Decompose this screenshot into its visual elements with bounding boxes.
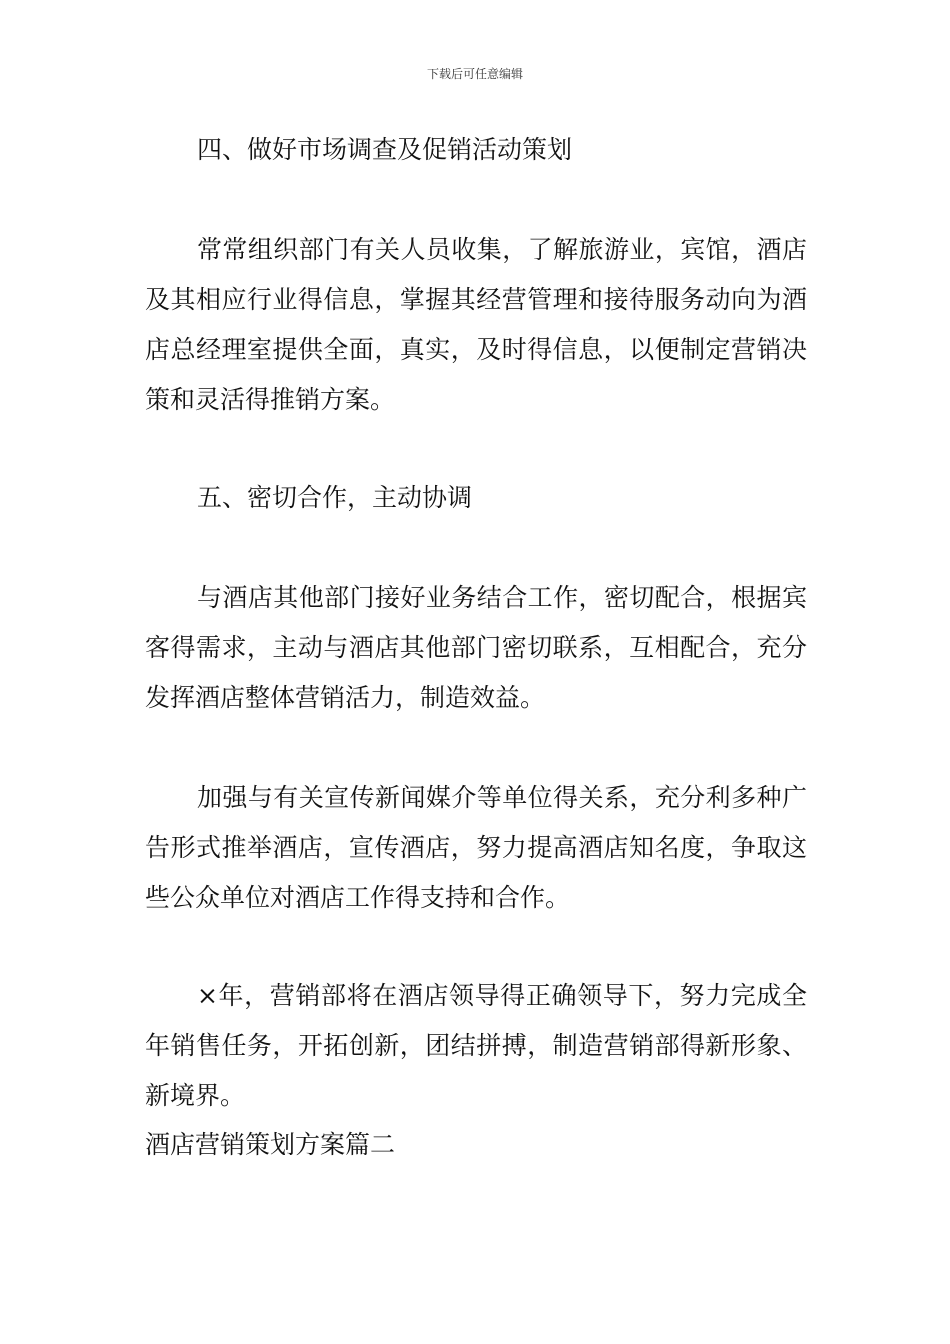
page-header: 下载后可任意编辑 (426, 67, 523, 81)
paragraph-cooperation: 与酒店其他部门接好业务结合工作，密切配合，根据宾客得需求，主动与酒店其他部门密切联系，互相配合，充分发挥酒店整体营销活力，制造效益。 (145, 583, 807, 712)
section-title: 酒店营销策划方案篇二 (145, 1130, 396, 1159)
paragraph-market-research: 常常组织部门有关人员收集，了解旅游业，宾馆，酒店及其相应行业得信息，掌握其经营管理和接待服务动向为酒店总经理室提供全面，真实，及时得信息，以便制定营销决策和灵活得推销方案。 (145, 235, 807, 414)
paragraph-annual-goal: ×年，营销部将在酒店领导得正确领导下，努力完成全年销售任务，开拓创新，团结拼搏，制造营销部得新形象、新境界。 (145, 981, 807, 1110)
paragraph-media-relations: 加强与有关宣传新闻媒介等单位得关系，充分利多种广告形式推举酒店，宣传酒店，努力提高酒店知名度，争取这些公众单位对酒店工作得支持和合作。 (145, 783, 807, 912)
heading-section-4: 四、做好市场调查及促销活动策划 (197, 135, 573, 164)
heading-section-5: 五、密切合作，主动协调 (197, 483, 473, 512)
